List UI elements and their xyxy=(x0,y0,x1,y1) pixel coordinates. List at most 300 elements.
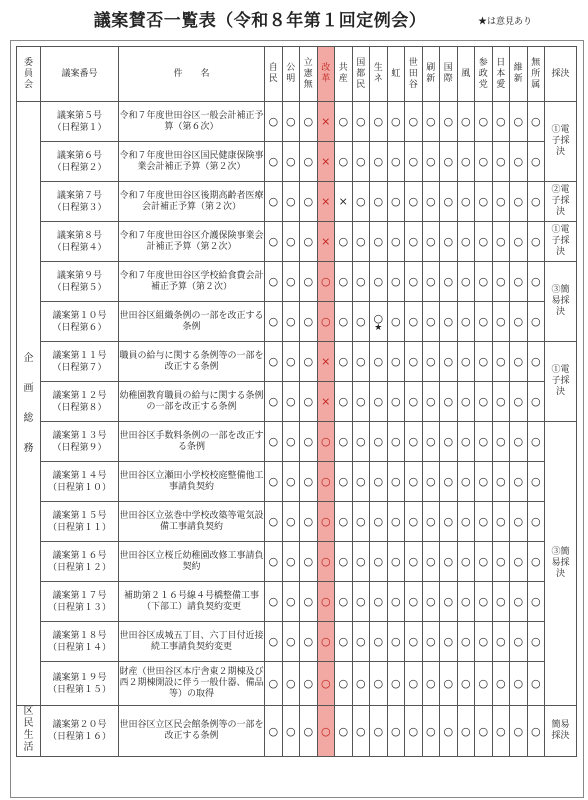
vote-cell xyxy=(475,102,493,142)
vote-mark: ○ xyxy=(408,595,419,608)
vote-mark: ○ xyxy=(530,555,541,568)
schedule-number: （日程第１２） xyxy=(47,562,111,573)
vote-mark: ○ xyxy=(443,235,454,248)
vote-mark: ○ xyxy=(530,677,541,690)
table-row xyxy=(17,102,577,142)
vote-cell xyxy=(335,182,353,222)
vote-cell xyxy=(317,262,335,302)
vote-mark: ○ xyxy=(373,635,384,648)
vote-cell xyxy=(405,222,423,262)
bill-title: 世田谷区手数料条例の一部を改正する条例 xyxy=(119,422,265,462)
vote-cell xyxy=(300,462,318,502)
vote-cell xyxy=(335,662,353,706)
vote-cell xyxy=(265,182,283,222)
vote-cell xyxy=(440,582,458,622)
vote-mark: ○ xyxy=(355,395,366,408)
vote-mark: ○ xyxy=(390,555,401,568)
vote-mark: ○ xyxy=(530,475,541,488)
vote-cell xyxy=(457,422,475,462)
vote-mark: ○ xyxy=(355,155,366,168)
vote-mark: ○ xyxy=(338,155,349,168)
vote-mark: × xyxy=(321,155,331,168)
vote-mark: ○ xyxy=(443,475,454,488)
vote-cell xyxy=(335,422,353,462)
vote-cell xyxy=(527,182,545,222)
vote-mark: ○ xyxy=(513,315,524,328)
vote-mark: ○ xyxy=(495,724,506,738)
vote-cell xyxy=(352,182,370,222)
bill-title: 令和７年度世田谷区学校給食費会計補正予算（第２次） xyxy=(119,262,265,302)
vote-cell xyxy=(335,382,353,422)
bill-number: 議案第６号 xyxy=(56,150,102,161)
schedule-number: （日程第９） xyxy=(52,442,107,453)
vote-mark: ○ xyxy=(320,724,331,738)
bill-number: 議案第１８号 xyxy=(52,630,107,641)
vote-mark: ○ xyxy=(285,195,296,208)
party-header: 無所属 xyxy=(527,47,545,102)
vote-mark: ○ xyxy=(303,315,314,328)
table-row xyxy=(17,382,577,422)
vote-mark: ○ xyxy=(390,155,401,168)
vote-mark: ○ xyxy=(513,195,524,208)
vote-mark: × xyxy=(338,195,348,208)
bill-title: 職員の給与に関する条例等の一部を改正する条例 xyxy=(119,342,265,382)
vote-cell xyxy=(335,222,353,262)
table-row xyxy=(17,182,577,222)
vote-cell xyxy=(510,342,528,382)
schedule-number: （日程第１） xyxy=(52,122,107,133)
bill-number-cell xyxy=(41,542,119,582)
vote-mark: ○ xyxy=(373,355,384,368)
vote-cell xyxy=(475,582,493,622)
bill-number: 議案第９号 xyxy=(56,270,102,281)
vote-mark: ○ xyxy=(285,355,296,368)
party-header: 改革 xyxy=(317,47,335,102)
result-cell: ①電子採決 xyxy=(545,102,577,182)
vote-mark: ○ xyxy=(285,115,296,128)
vote-cell xyxy=(265,502,283,542)
bill-title: 令和７年度世田谷区後期高齢者医療会計補正予算（第２次） xyxy=(119,182,265,222)
party-header: 国際 xyxy=(440,47,458,102)
vote-cell xyxy=(282,342,300,382)
vote-cell xyxy=(352,542,370,582)
vote-mark: ○ xyxy=(530,395,541,408)
bill-title: 世田谷区立区民会館条例等の一部を改正する条例 xyxy=(119,706,265,757)
vote-mark: ○ xyxy=(373,155,384,168)
vote-mark: ○ xyxy=(268,355,279,368)
vote-mark: ○ xyxy=(495,115,506,128)
bill-number: 議案第２０号 xyxy=(52,720,107,730)
vote-cell xyxy=(527,422,545,462)
vote-cell xyxy=(370,102,388,142)
vote-cell xyxy=(317,542,335,582)
table-row xyxy=(17,342,577,382)
vote-cell xyxy=(510,262,528,302)
vote-cell xyxy=(300,382,318,422)
vote-mark: ○ xyxy=(460,635,471,648)
bill-number: 議案第８号 xyxy=(56,230,102,241)
vote-cell xyxy=(475,622,493,662)
vote-cell xyxy=(422,222,440,262)
schedule-number: （日程第２） xyxy=(52,162,107,173)
vote-cell xyxy=(510,582,528,622)
vote-mark: ○ xyxy=(460,275,471,288)
vote-cell xyxy=(475,706,493,757)
vote-cell xyxy=(317,342,335,382)
bill-number-cell xyxy=(41,706,119,757)
bill-title: 令和７年度世田谷区一般会計補正予算（第６次） xyxy=(119,102,265,142)
vote-cell xyxy=(510,182,528,222)
vote-cell xyxy=(475,382,493,422)
committee-cell: 区民生活 xyxy=(17,706,41,757)
vote-cell xyxy=(335,542,353,582)
vote-mark: ○ xyxy=(390,355,401,368)
vote-mark: ○ xyxy=(530,635,541,648)
vote-table xyxy=(16,46,577,757)
vote-mark: ○ xyxy=(303,475,314,488)
vote-cell xyxy=(317,622,335,662)
vote-cell xyxy=(457,182,475,222)
vote-cell xyxy=(370,542,388,582)
vote-cell xyxy=(300,706,318,757)
vote-mark: ○ xyxy=(268,155,279,168)
vote-mark: ○ xyxy=(443,595,454,608)
committee-header: 委員会 xyxy=(17,47,41,102)
vote-cell xyxy=(457,462,475,502)
vote-cell xyxy=(265,342,283,382)
vote-mark: ○ xyxy=(495,315,506,328)
vote-cell xyxy=(352,102,370,142)
vote-cell xyxy=(370,662,388,706)
vote-cell xyxy=(387,462,405,502)
bill-title: 世田谷区成城五丁目、六丁目付近接続工事請負契約変更 xyxy=(119,622,265,662)
vote-mark: ○ xyxy=(513,435,524,448)
vote-cell xyxy=(440,662,458,706)
vote-mark: ○ xyxy=(443,195,454,208)
vote-cell xyxy=(527,102,545,142)
vote-mark: ○ xyxy=(425,155,436,168)
vote-mark: ○ xyxy=(408,155,419,168)
vote-cell xyxy=(405,582,423,622)
vote-cell xyxy=(422,582,440,622)
bill-number-cell xyxy=(41,342,119,382)
vote-cell xyxy=(282,302,300,342)
vote-cell xyxy=(475,502,493,542)
vote-cell xyxy=(370,462,388,502)
vote-cell xyxy=(387,382,405,422)
vote-mark: ○ xyxy=(338,724,349,738)
vote-cell xyxy=(282,262,300,302)
vote-cell xyxy=(475,542,493,582)
vote-mark: ○ xyxy=(425,355,436,368)
bill-title: 幼稚園教育職員の給与に関する条例の一部を改正する条例 xyxy=(119,382,265,422)
vote-mark: ○ xyxy=(303,555,314,568)
party-header: 共産 xyxy=(335,47,353,102)
party-header: 生ネ xyxy=(370,47,388,102)
vote-mark: ○ xyxy=(478,275,489,288)
vote-mark: ○ xyxy=(285,555,296,568)
vote-cell xyxy=(457,622,475,662)
vote-mark: ○ xyxy=(443,677,454,690)
vote-cell xyxy=(317,582,335,622)
vote-cell xyxy=(282,542,300,582)
vote-mark: ○ xyxy=(530,235,541,248)
vote-mark: ○ xyxy=(320,635,331,648)
vote-mark: ○ xyxy=(320,435,331,448)
vote-cell xyxy=(317,102,335,142)
vote-mark: ○ xyxy=(390,195,401,208)
vote-cell xyxy=(457,662,475,706)
bill-number-cell xyxy=(41,622,119,662)
vote-cell xyxy=(492,182,510,222)
vote-mark: ○ xyxy=(495,515,506,528)
vote-mark: ○ xyxy=(268,677,279,690)
vote-cell xyxy=(300,222,318,262)
vote-mark: ○ xyxy=(408,195,419,208)
bill-title: 補助第２１６号線４号橋整備工事（下部工）請負契約変更 xyxy=(119,582,265,622)
vote-cell xyxy=(457,262,475,302)
bill-number-cell xyxy=(41,222,119,262)
vote-cell xyxy=(510,302,528,342)
vote-mark: ○ xyxy=(338,115,349,128)
vote-cell xyxy=(335,302,353,342)
vote-mark: ○ xyxy=(530,595,541,608)
vote-cell xyxy=(282,102,300,142)
vote-mark: ○ xyxy=(443,635,454,648)
vote-cell xyxy=(335,502,353,542)
vote-cell xyxy=(457,342,475,382)
result-header: 採決 xyxy=(545,47,577,102)
vote-mark: ○ xyxy=(513,595,524,608)
table-row xyxy=(17,662,577,706)
bill-number-cell xyxy=(41,302,119,342)
vote-mark: ○ xyxy=(408,355,419,368)
vote-cell xyxy=(457,102,475,142)
vote-cell xyxy=(300,262,318,302)
vote-cell xyxy=(475,462,493,502)
vote-mark: ○ xyxy=(285,595,296,608)
vote-cell xyxy=(457,542,475,582)
vote-mark: ○ xyxy=(355,235,366,248)
party-header: 立憲無 xyxy=(300,47,318,102)
vote-cell xyxy=(352,502,370,542)
bill-number-cell xyxy=(41,422,119,462)
vote-mark: ○ xyxy=(285,235,296,248)
vote-cell xyxy=(440,142,458,182)
vote-cell xyxy=(405,142,423,182)
vote-mark: ○ xyxy=(338,395,349,408)
vote-cell xyxy=(492,142,510,182)
vote-cell xyxy=(370,582,388,622)
vote-mark: ○ xyxy=(495,475,506,488)
vote-cell xyxy=(352,706,370,757)
vote-mark: ○ xyxy=(495,635,506,648)
vote-cell xyxy=(317,662,335,706)
vote-mark: ○ xyxy=(443,435,454,448)
party-header: 参政党 xyxy=(475,47,493,102)
vote-mark: ○ xyxy=(460,515,471,528)
vote-cell xyxy=(317,222,335,262)
table-row xyxy=(17,622,577,662)
vote-cell xyxy=(370,342,388,382)
vote-cell xyxy=(300,662,318,706)
vote-mark: ○ xyxy=(303,435,314,448)
party-header: 維新 xyxy=(510,47,528,102)
bill-number: 議案第１０号 xyxy=(52,310,107,321)
vote-cell xyxy=(527,342,545,382)
vote-mark: ○ xyxy=(495,195,506,208)
vote-cell xyxy=(317,462,335,502)
bill-title: 世田谷区立桜丘幼稚園改修工事請負契約 xyxy=(119,542,265,582)
vote-cell xyxy=(492,102,510,142)
vote-mark: ○ xyxy=(355,635,366,648)
vote-mark: ○ xyxy=(530,435,541,448)
vote-mark: ○ xyxy=(285,475,296,488)
result-cell: ①電子採決 xyxy=(545,222,577,262)
bill-number: 議案第１５号 xyxy=(52,510,107,521)
vote-cell xyxy=(422,182,440,222)
vote-cell xyxy=(282,662,300,706)
vote-cell xyxy=(440,302,458,342)
vote-cell xyxy=(317,422,335,462)
result-cell: ③簡易採決 xyxy=(545,422,577,706)
vote-mark: ○ xyxy=(268,515,279,528)
vote-mark: ○ xyxy=(355,315,366,328)
vote-cell xyxy=(405,382,423,422)
bill-title: 令和７年度世田谷区国民健康保険事業会計補正予算（第２次） xyxy=(119,142,265,182)
vote-mark: ○ xyxy=(530,155,541,168)
vote-cell xyxy=(387,182,405,222)
vote-mark: ○ xyxy=(268,115,279,128)
vote-mark: ○ xyxy=(303,235,314,248)
vote-mark: ○ xyxy=(408,555,419,568)
vote-cell xyxy=(510,142,528,182)
vote-cell xyxy=(282,462,300,502)
vote-cell xyxy=(352,662,370,706)
vote-cell xyxy=(440,706,458,757)
vote-mark: ○ xyxy=(460,155,471,168)
vote-mark: ○ xyxy=(425,235,436,248)
party-header: 虹 xyxy=(387,47,405,102)
vote-cell xyxy=(457,582,475,622)
bill-number-cell xyxy=(41,582,119,622)
vote-cell xyxy=(300,182,318,222)
vote-cell xyxy=(440,462,458,502)
vote-mark: ○ xyxy=(425,315,436,328)
vote-cell xyxy=(317,382,335,422)
vote-mark: ○ xyxy=(425,475,436,488)
vote-cell xyxy=(492,262,510,302)
vote-cell xyxy=(300,622,318,662)
vote-cell xyxy=(405,342,423,382)
party-header: 日本愛 xyxy=(492,47,510,102)
vote-mark: ○ xyxy=(338,555,349,568)
opinion-star-icon: ★ xyxy=(374,322,383,333)
vote-mark: ○ xyxy=(408,275,419,288)
schedule-number: （日程第７） xyxy=(52,362,107,373)
vote-mark: ○ xyxy=(425,677,436,690)
vote-cell xyxy=(422,142,440,182)
vote-mark: ○ xyxy=(338,677,349,690)
page-title: 議案賛否一覧表（令和８年第１回定例会） xyxy=(93,11,427,31)
vote-cell xyxy=(335,582,353,622)
vote-cell xyxy=(370,142,388,182)
vote-mark: ○ xyxy=(408,235,419,248)
vote-mark: ○ xyxy=(530,355,541,368)
vote-mark: ○ xyxy=(460,475,471,488)
vote-cell xyxy=(440,422,458,462)
vote-cell xyxy=(405,422,423,462)
vote-mark: ○ xyxy=(478,195,489,208)
vote-cell xyxy=(492,582,510,622)
table-row xyxy=(17,422,577,462)
vote-cell xyxy=(492,462,510,502)
vote-mark: ○ xyxy=(408,315,419,328)
vote-mark: ○ xyxy=(355,275,366,288)
vote-mark: ○ xyxy=(495,355,506,368)
table-row xyxy=(17,462,577,502)
vote-cell xyxy=(265,706,283,757)
vote-cell xyxy=(335,622,353,662)
table-row xyxy=(17,542,577,582)
party-header: 刷新 xyxy=(422,47,440,102)
vote-cell xyxy=(475,302,493,342)
vote-cell xyxy=(422,662,440,706)
vote-mark: ○ xyxy=(303,275,314,288)
vote-mark: ○ xyxy=(443,515,454,528)
vote-cell xyxy=(282,706,300,757)
vote-mark: ○ xyxy=(268,635,279,648)
vote-mark: ○ xyxy=(320,315,331,328)
vote-cell xyxy=(510,102,528,142)
vote-cell xyxy=(387,262,405,302)
vote-cell xyxy=(422,302,440,342)
vote-mark: ○ xyxy=(303,635,314,648)
vote-cell xyxy=(387,422,405,462)
vote-mark: ○ xyxy=(530,275,541,288)
vote-cell xyxy=(282,502,300,542)
vote-mark: ○ xyxy=(373,475,384,488)
table-row xyxy=(17,706,577,757)
bill-number: 議案第５号 xyxy=(56,110,102,121)
bill-number-cell xyxy=(41,462,119,502)
vote-mark: ○ xyxy=(495,595,506,608)
vote-cell xyxy=(352,222,370,262)
vote-cell xyxy=(492,622,510,662)
vote-cell xyxy=(282,582,300,622)
result-cell: ③簡易採決 xyxy=(545,262,577,342)
table-row xyxy=(17,502,577,542)
vote-mark: ○ xyxy=(408,677,419,690)
vote-mark: × xyxy=(321,395,331,408)
vote-mark: ○ xyxy=(443,155,454,168)
vote-mark: ○ xyxy=(373,724,384,738)
vote-cell xyxy=(527,662,545,706)
vote-mark: ○ xyxy=(425,635,436,648)
vote-cell xyxy=(370,706,388,757)
vote-mark: ○ xyxy=(495,155,506,168)
vote-mark: ○ xyxy=(443,275,454,288)
vote-mark: ○ xyxy=(513,724,524,738)
vote-mark: ○ xyxy=(513,115,524,128)
vote-mark: ○ xyxy=(530,315,541,328)
bill-number-cell xyxy=(41,262,119,302)
vote-cell xyxy=(300,502,318,542)
schedule-number: （日程第１４） xyxy=(47,642,111,653)
vote-mark: ○ xyxy=(443,395,454,408)
vote-cell xyxy=(300,582,318,622)
vote-cell xyxy=(387,622,405,662)
